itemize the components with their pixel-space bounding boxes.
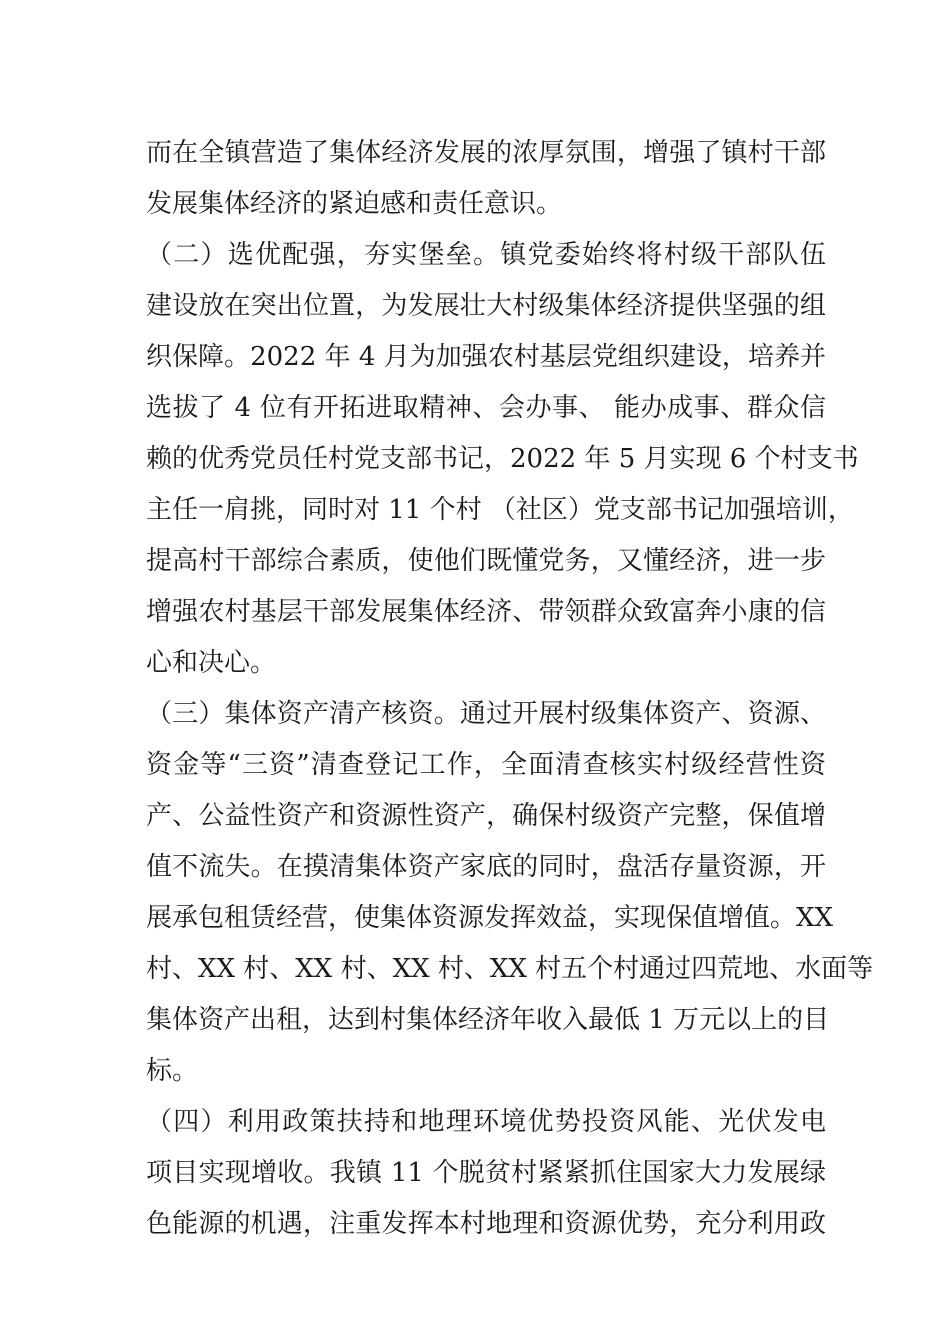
text-line: 资金等“三资”清查登记工作，全面清查核实村级经营性资 <box>146 750 826 780</box>
text-line: 心和决心。 <box>146 648 277 678</box>
text-line: 标。 <box>146 1056 199 1086</box>
text-line: 选拔了 4 位有开拓进取精神、会办事、 能办成事、群众信 <box>146 393 826 423</box>
text-line: 织保障。2022 年 4 月为加强农村基层党组织建设，培养并 <box>146 342 826 372</box>
text-line: 产、公益性资产和资源性资产，确保村级资产完整，保值增 <box>146 801 826 831</box>
text-line: 集体资产出租，达到村集体经济年收入最低 1 万元以上的目 <box>146 1005 830 1035</box>
text-line: 发展集体经济的紧迫感和责任意识。 <box>146 189 563 219</box>
text-line: 色能源的机遇，注重发挥本村地理和资源优势，充分利用政 <box>146 1209 826 1239</box>
text-line: 增强农村基层干部发展集体经济、带领群众致富奔小康的信 <box>146 597 826 627</box>
text-line: 值不流失。在摸清集体资产家底的同时，盘活存量资源，开 <box>146 852 826 882</box>
text-line: 提高村干部综合素质，使他们既懂党务，又懂经济，进一步 <box>146 546 826 576</box>
text-line: 村、XX 村、XX 村、XX 村、XX 村五个村通过四荒地、水面等 <box>146 954 874 984</box>
text-line: 项目实现增收。我镇 11 个脱贫村紧紧抓住国家大力发展绿 <box>146 1158 826 1188</box>
text-line: 建设放在突出位置，为发展壮大村级集体经济提供坚强的组 <box>146 291 826 321</box>
text-line: （四）利用政策扶持和地理环境优势投资风能、光伏发电 <box>146 1107 826 1137</box>
text-line: 主任一肩挑，同时对 11 个村 （社区）党支部书记加强培训， <box>146 495 854 525</box>
text-line: （三）集体资产清产核资。通过开展村级集体资产、资源、 <box>146 699 826 729</box>
text-line: 而在全镇营造了集体经济发展的浓厚氛围，增强了镇村干部 <box>146 138 826 168</box>
text-line: 赖的优秀党员任村党支部书记，2022 年 5 月实现 6 个村支书 <box>146 444 859 474</box>
text-line: （二）选优配强，夯实堡垒。镇党委始终将村级干部队伍 <box>146 240 826 270</box>
text-line: 展承包租赁经营，使集体资源发挥效益，实现保值增值。XX <box>146 903 834 933</box>
